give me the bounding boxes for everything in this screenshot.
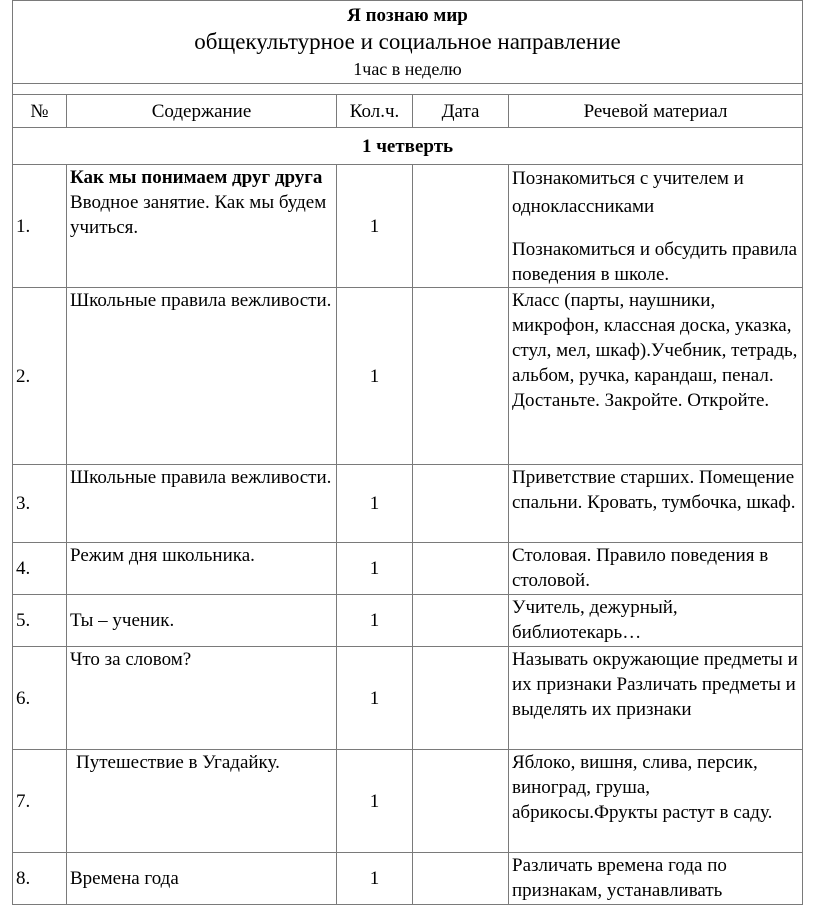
row-number: 7.	[13, 750, 67, 853]
spacer-row	[13, 84, 803, 95]
row-hours: 1	[337, 853, 413, 905]
row-number: 4.	[13, 543, 67, 595]
col-content-header: Содержание	[67, 95, 337, 128]
header-row	[13, 1, 803, 84]
table-row	[13, 288, 803, 465]
row-speech: Столовая. Правило поведения в столовой.	[509, 543, 803, 595]
table-row	[13, 750, 803, 853]
row-number: 2.	[13, 288, 67, 465]
row-hours: 1	[337, 465, 413, 543]
row-number: 8.	[13, 853, 67, 905]
col-number-header: №	[13, 95, 67, 128]
col-date-header: Дата	[413, 95, 509, 128]
row-hours: 1	[337, 647, 413, 750]
row-date	[413, 750, 509, 853]
row-number: 5.	[13, 595, 67, 647]
col-speech-header: Речевой материал	[509, 95, 803, 128]
row-speech: Яблоко, вишня, слива, персик, виноград, груша, абрикосы.Фрукты растут в саду.	[509, 750, 803, 853]
column-header-row	[13, 95, 803, 128]
row-hours: 1	[337, 288, 413, 465]
table-row	[13, 647, 803, 750]
row-date	[413, 465, 509, 543]
row-content	[67, 750, 337, 853]
row-date	[413, 647, 509, 750]
row-content-text: Вводное занятие. Как мы будем учиться.	[70, 192, 327, 238]
row-content: Что за словом?	[67, 647, 337, 750]
header-cell	[13, 1, 803, 84]
row-speech-text: Познакомиться с учителем и одноклассниками	[512, 168, 744, 217]
section-topic: Как мы понимаем друг друга	[70, 167, 323, 188]
table-row	[13, 853, 803, 905]
row-speech: Класс (парты, наушники, микрофон, классная доска, указка, стул, мел, шкаф).Учебник, тетрадь, альбом, ручка, карандаш, пенал. Достаньте. Закройте. Откройте.	[509, 288, 803, 465]
row-speech	[509, 165, 803, 288]
row-content-text: Путешествие в Угадайку.	[76, 752, 280, 773]
row-speech-text-2: Познакомиться и обсудить правила поведения в школе.	[512, 239, 798, 285]
course-title: Я познаю мир	[347, 5, 468, 26]
course-hours: 1час в неделю	[353, 59, 462, 79]
document-page	[12, 0, 802, 905]
row-content: Школьные правила вежливости.	[67, 465, 337, 543]
col-hours-header: Кол.ч.	[337, 95, 413, 128]
row-hours: 1	[337, 595, 413, 647]
row-date	[413, 165, 509, 288]
table-row	[13, 543, 803, 595]
row-number: 1.	[13, 165, 67, 288]
row-content: Режим дня школьника.	[67, 543, 337, 595]
row-number: 3.	[13, 465, 67, 543]
table-row	[13, 595, 803, 647]
table-row	[13, 465, 803, 543]
row-speech: Различать времена года по признакам, устанавливать	[509, 853, 803, 905]
row-content: Времена года	[67, 853, 337, 905]
quarter-row	[13, 128, 803, 165]
curriculum-table	[12, 0, 803, 905]
row-content: Школьные правила вежливости.	[67, 288, 337, 465]
row-content: Ты – ученик.	[67, 595, 337, 647]
quarter-label: 1 четверть	[13, 128, 803, 165]
row-date	[413, 853, 509, 905]
row-speech: Называть окружающие предметы и их признаки Различать предметы и выделять их признаки	[509, 647, 803, 750]
row-speech: Приветствие старших. Помещение спальни. Кровать, тумбочка, шкаф.	[509, 465, 803, 543]
row-speech: Учитель, дежурный, библиотекарь…	[509, 595, 803, 647]
course-direction: общекультурное и социальное направление	[194, 29, 621, 54]
row-hours: 1	[337, 165, 413, 288]
row-number: 6.	[13, 647, 67, 750]
table-row	[13, 165, 803, 288]
row-hours: 1	[337, 750, 413, 853]
row-date	[413, 288, 509, 465]
row-date	[413, 543, 509, 595]
row-content	[67, 165, 337, 288]
row-hours: 1	[337, 543, 413, 595]
row-date	[413, 595, 509, 647]
